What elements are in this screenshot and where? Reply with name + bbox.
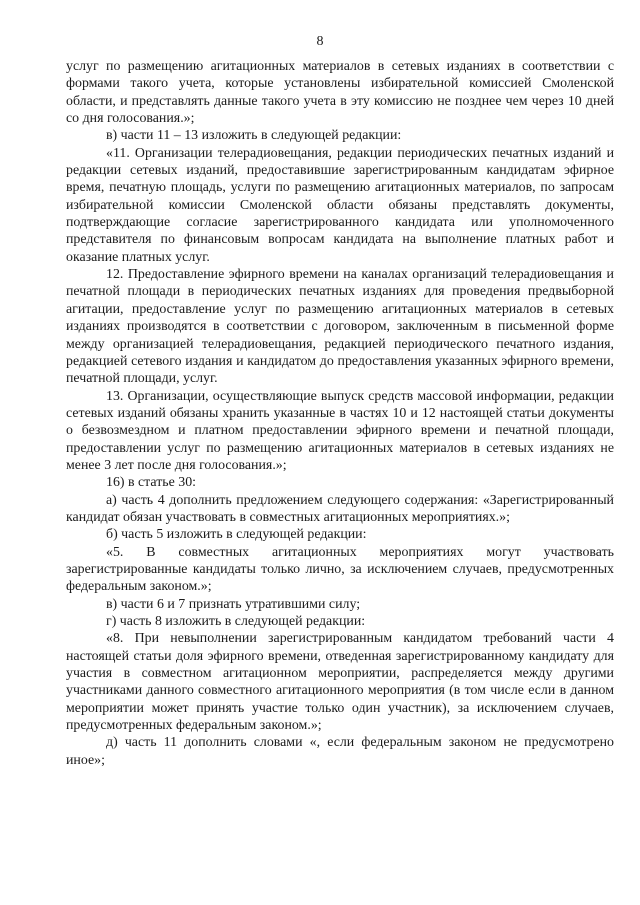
paragraph-part-12: 12. Предоставление эфирного времени на каналах организаций телерадиовещания и печатной площади в периодических печатных изданиях для проведения предвыборной агитации, предоставление услуг по размещению агитационных материалов в сетевых изданиях производятся в соответствии с договором, заключенным в письменной форме между организацией телерадиовещания, редакцией периодического печатного издания, редакцией сетевого издания и кандидатом до предоставления указанных эфирного времени, печатной площади, услуг. <box>66 267 614 387</box>
paragraph-item-g: г) часть 8 изложить в следующей редакции: <box>106 614 366 629</box>
paragraph-item-v2: в) части 6 и 7 признать утратившими силу; <box>106 596 361 612</box>
paragraph-part-11: «11. Организации телерадиовещания, редакции периодических печатных изданий и редакции сетевых изданий, предоставившие зарегистрированным кандидатам эфирное время, печатную площадь, услуги по размещению агитационных материалов, по запросам избирательной комиссии Смоленской области обязаны представлять документы, подтверждающие согласие зарегистрированного кандидата или уполномоченного представителя по финансовым вопросам кандидата на выполнение платных работ и оказание платных услуг. <box>66 145 614 265</box>
paragraph-part-8: «8. При невыполнении зарегистрированным кандидатом требований части 4 настоящей статьи доля эфирного времени, отведенная зарегистрированному кандидату для участия в совместном агитационном мероприятии, распределяется между другими участниками данного совместного агитационного мероприятия (в том числе если в данном мероприятии может принять участие только один участник), за исключением случаев, предусмотренных федеральным законом.»; <box>66 631 614 734</box>
paragraph-item-a: а) часть 4 дополнить предложением следующего содержания: «Зарегистрированный кандидат обязан участвовать в совместных агитационных мероприятиях.»; <box>66 492 614 525</box>
paragraph-item-b: б) часть 5 изложить в следующей редакции: <box>106 527 367 543</box>
paragraph-item-d: д) часть 11 дополнить словами «, если федеральным законом не предусмотрено иное»; <box>66 735 614 768</box>
page-number: 8 <box>316 34 324 49</box>
document-body <box>66 58 614 769</box>
paragraph-part-5: «5. В совместных агитационных мероприятиях могут участвовать зарегистрированные кандидаты только лично, за исключением случаев, предусмотренных федеральным законом.»; <box>66 544 614 595</box>
paragraph-part-13: 13. Организации, осуществляющие выпуск средств массовой информации, редакции сетевых изданий обязаны хранить указанные в частях 10 и 12 настоящей статьи документы о безвозмездном и платном предоставлении эфирного времени и печатной площади, предоставлении услуг по размещению агитационных материалов в сетевых изданиях не менее 3 лет после дня голосования.»; <box>66 388 614 473</box>
paragraph-continuation: услуг по размещению агитационных материалов в сетевых изданиях в соответствии с формами такого учета, которые установлены избирательной комиссией Смоленской области, и представлять данные такого учета в эту комиссию не позднее чем через 10 дней со дня голосования.»; <box>66 59 614 127</box>
paragraph-item-16: 16) в статье 30: <box>106 475 197 491</box>
paragraph-item-v: в) части 11 – 13 изложить в следующей редакции: <box>106 128 402 144</box>
